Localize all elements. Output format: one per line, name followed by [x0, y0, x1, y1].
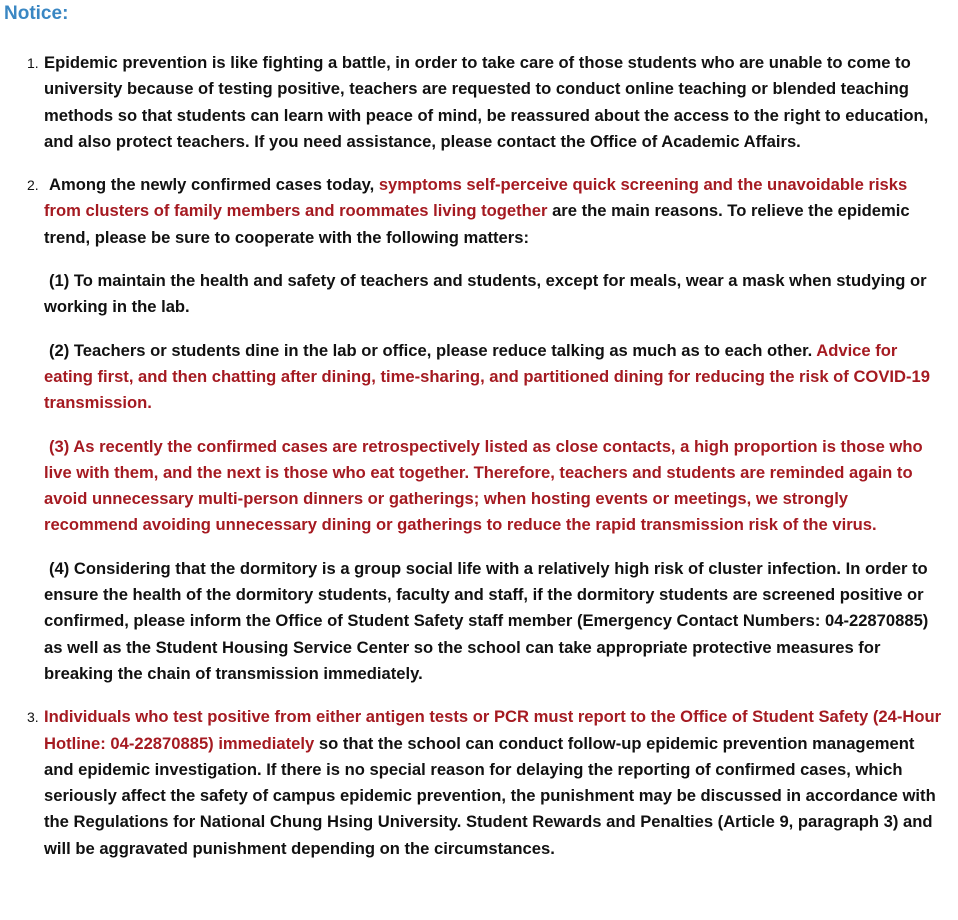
- notice-title: Notice:: [4, 3, 69, 24]
- sub-item-2-emphasis: Advice for eating first, and then chatting after dining, time-sharing, and partitioned dining for reducing the risk of COVID-19 transmission.: [44, 340, 930, 413]
- notice-list: [0, 50, 944, 879]
- item-text: Epidemic prevention is like fighting a battle, in order to take care of those students who are unable to come to university because of testing positive, teachers are requested to conduct online teaching or blended teaching methods so that students can learn with peace of mind, be reassured about the access to the right to education, and also protect teachers. If you need assistance, please contact the Office of Academic Affairs.: [44, 53, 929, 151]
- item-intro: [44, 172, 944, 251]
- item-number: 3.: [27, 709, 39, 726]
- item-number: 1.: [27, 55, 39, 71]
- intro-text-rest: are the main reasons. To relieve the epidemic trend, please be sure to cooperate with the following matters:: [44, 201, 910, 247]
- notice-item-1: [0, 50, 944, 155]
- item-emphasis: Individuals who test positive from either antigen tests or PCR must report to the Office of Student Safety (24-Hour Hotline: 04-22870885) immediately: [44, 707, 942, 753]
- sub-item-4: (4) Considering that the dormitory is a group social life with a relatively high risk of cluster infection. In order to ensure the health of the dormitory students, faculty and staff, if the dormitory students are screened positive or confirmed, please inform the Office of Student Safety staff member (Emergency Contact Numbers: 04-22870885) as well as the Student Housing Service Center so the school can take appropriate protective measures for breaking the chain of transmission immediately.: [44, 558, 929, 683]
- sub-item-3: (3) As recently the confirmed cases are retrospectively listed as close contacts, a high proportion is those who live with them, and the next is those who eat together. Therefore, teachers and students are reminded again to avoid unnecessary multi-person dinners or gatherings; when hosting events or meetings, we strongly recommend avoiding unnecessary dining or gatherings to reduce the rapid transmission risk of the virus.: [44, 436, 923, 535]
- notice-item-3: [0, 704, 944, 862]
- intro-emphasis: symptoms self-perceive quick screening and the unavoidable risks from clusters of family members and roommates living together: [44, 175, 908, 221]
- item-text: so that the school can conduct follow-up epidemic prevention management and epidemic investigation. If there is no special reason for delaying the reporting of confirmed cases, which seriously affect the safety of campus epidemic prevention, the punishment may be discussed in accordance with the Regulations for National Chung Hsing University. Student Rewards and Penalties (Article 9, paragraph 3) and will be aggravated punishment depending on the circumstances.: [44, 733, 936, 858]
- sub-item-2-text: (2) Teachers or students dine in the lab or office, please reduce talking as much as to each other.: [49, 340, 817, 360]
- sub-item-1: (1) To maintain the health and safety of teachers and students, except for meals, wear a mask when studying or working in the lab.: [44, 271, 927, 317]
- item-number: 2.: [27, 177, 39, 194]
- sub-item-2: [44, 338, 944, 417]
- notice-item-2: [0, 172, 944, 687]
- intro-text: Among the newly confirmed cases today,: [49, 175, 379, 195]
